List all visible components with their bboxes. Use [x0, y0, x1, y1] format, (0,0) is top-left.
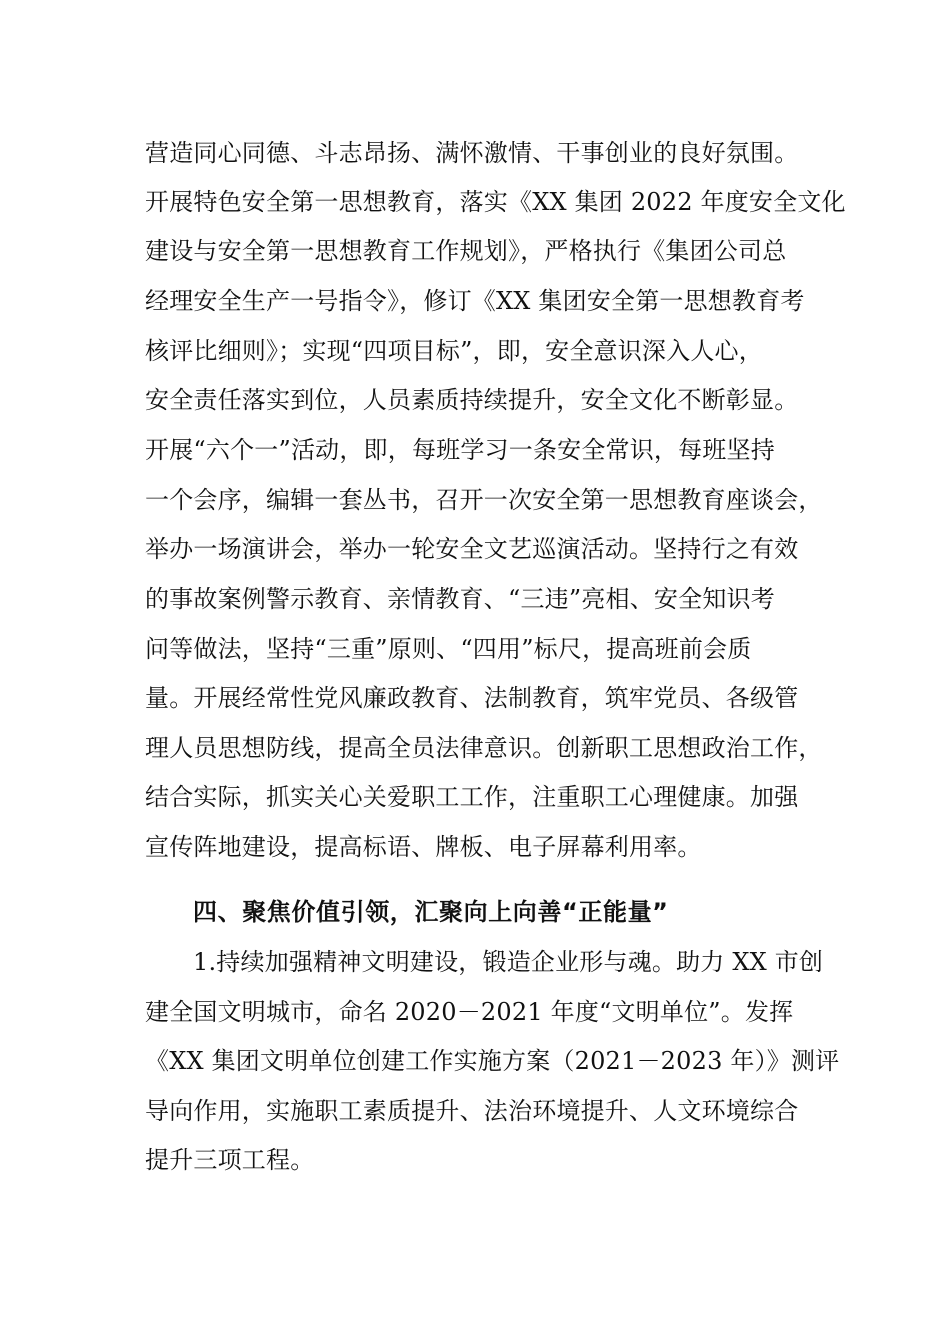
- body-line: 建全国文明城市，命名 2020－2021 年度“文明单位”。发挥: [145, 998, 794, 1026]
- body-line: 一个会序，编辑一套丛书，召开一次安全第一思想教育座谈会，: [145, 486, 823, 514]
- body-line: 量。开展经常性党风廉政教育、法制教育，筑牢党员、各级管: [145, 684, 799, 712]
- body-line: 营造同心同德、斗志昂扬、满怀激情、干事创业的良好氛围。: [145, 139, 799, 167]
- body-line: 建设与安全第一思想教育工作规划》，严格执行《集团公司总: [145, 237, 787, 265]
- body-line: 问等做法，坚持“三重”原则、“四用”标尺，提高班前会质: [145, 635, 752, 663]
- section-heading: 四、聚焦价值引领，汇聚向上向善“正能量”: [193, 898, 669, 926]
- body-line: 开展特色安全第一思想教育，落实《XX 集团 2022 年度安全文化: [145, 188, 846, 216]
- body-line: 理人员思想防线，提高全员法律意识。创新职工思想政治工作，: [145, 734, 823, 762]
- paragraph-first-line: 1.持续加强精神文明建设，锻造企业形与魂。助力 XX 市创: [193, 948, 824, 976]
- body-line: 经理安全生产一号指令》，修订《XX 集团安全第一思想教育考: [145, 287, 805, 315]
- body-line: 《XX 集团文明单位创建工作实施方案（2021－2023 年）》测评: [145, 1047, 840, 1075]
- body-line: 的事故案例警示教育、亲情教育、“三违”亮相、安全知识考: [145, 585, 775, 613]
- body-line: 举办一场演讲会，举办一轮安全文艺巡演活动。坚持行之有效: [145, 535, 799, 563]
- body-line: 开展“六个一”活动，即，每班学习一条安全常识，每班坚持: [145, 436, 775, 464]
- body-line: 导向作用，实施职工素质提升、法治环境提升、人文环境综合: [145, 1097, 799, 1125]
- body-line: 结合实际，抓实关心关爱职工工作，注重职工心理健康。加强: [145, 783, 799, 811]
- body-line: 宣传阵地建设，提高标语、牌板、电子屏幕利用率。: [145, 833, 702, 861]
- body-line: 安全责任落实到位，人员素质持续提升，安全文化不断彰显。: [145, 386, 799, 414]
- body-line: 提升三项工程。: [145, 1146, 315, 1174]
- body-line: 核评比细则》；实现“四项目标”，即，安全意识深入人心，: [145, 337, 763, 365]
